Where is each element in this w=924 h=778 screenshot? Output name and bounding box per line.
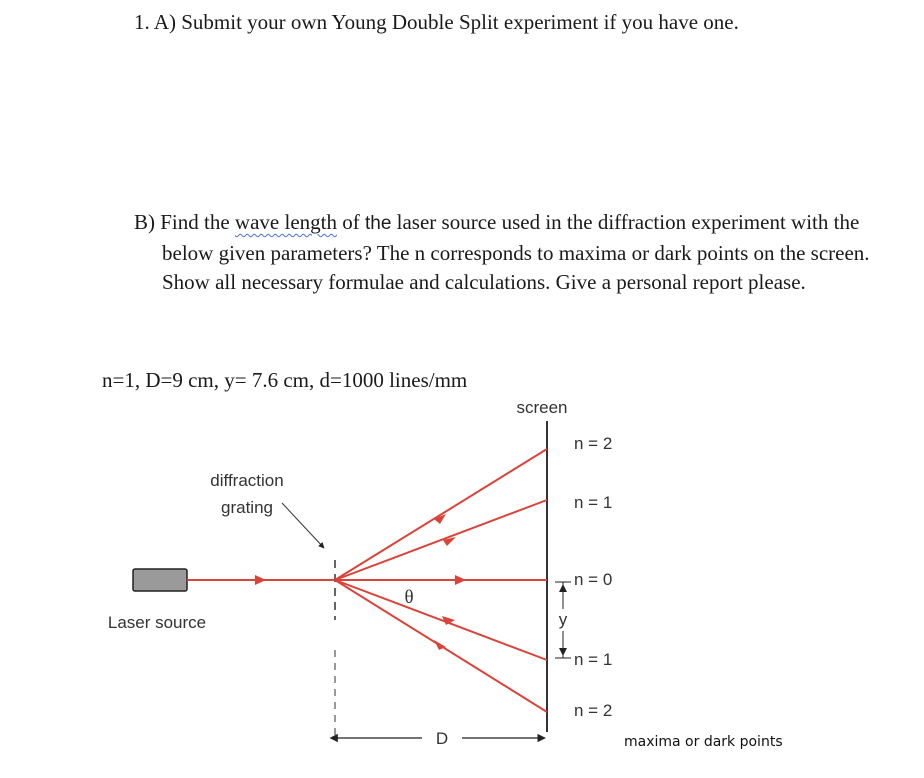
part-b-of: of — [336, 210, 365, 234]
y-arrow-up — [559, 584, 567, 592]
screen-label: screen — [516, 398, 568, 417]
part-b-the: the — [364, 213, 392, 234]
question-part-b — [134, 208, 874, 298]
order-label-bottom-2: n = 2 — [574, 701, 613, 720]
theta-label: θ — [404, 587, 414, 608]
part-b-prefix: B) Find the — [134, 210, 235, 234]
wave-length-term: wave length — [234, 210, 337, 234]
order-label-top-2: n = 2 — [574, 434, 613, 453]
maxima-note: maxima or dark points — [624, 734, 783, 750]
diffraction-diagram — [0, 380, 924, 778]
d-label: D — [435, 729, 449, 748]
ray-order-plus-1 — [335, 500, 547, 580]
laser-source-label: Laser source — [107, 613, 207, 632]
grating-pointer-arrow — [282, 503, 324, 548]
part-b-rest: laser source used in the diffraction experiment with the below given parameters? The n corresponds to maxima or dark points on the screen. Show all necessary formulae and calculations. Give a personal report please. — [162, 210, 870, 294]
order-label-top-1: n = 1 — [574, 493, 613, 512]
y-label: y — [558, 610, 568, 629]
question-part-b-text — [134, 208, 874, 298]
ray-arrow-0 — [455, 575, 466, 585]
order-label-0: n = 0 — [574, 570, 613, 589]
grating-label-line1: diffraction — [210, 471, 284, 490]
grating-label-line2: grating — [221, 498, 273, 517]
question-part-a: 1. A) Submit your own Young Double Split experiment if you have one. — [134, 10, 739, 34]
incident-beam-arrow — [255, 575, 266, 585]
ray-order-plus-2 — [335, 449, 547, 580]
y-arrow-down — [559, 648, 567, 656]
parameters-line: n=1, D=9 cm, y= 7.6 cm, d=1000 lines/mm — [102, 368, 468, 392]
order-label-bottom-1: n = 1 — [574, 650, 613, 669]
laser-source-body — [133, 569, 187, 591]
